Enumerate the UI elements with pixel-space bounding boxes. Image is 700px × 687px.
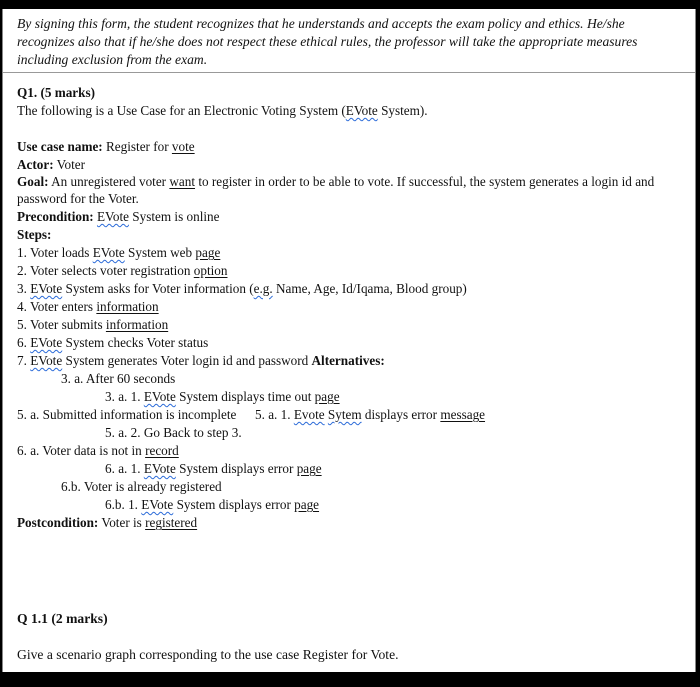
alt-5a1: 5. a. 1. Evote Sytem displays error message <box>255 407 486 422</box>
alt-6a: 6. a. Voter data is not in record <box>17 443 179 458</box>
actor: Actor: Voter <box>17 157 85 172</box>
step-5: 5. Voter submits information <box>17 317 169 332</box>
steps-label: Steps: <box>17 227 52 242</box>
alt-6b: 6.b. Voter is already registered <box>61 479 222 494</box>
step-6: 6. EVote System checks Voter status <box>17 335 209 350</box>
alt-5a: 5. a. Submitted information is incomplete <box>17 407 237 422</box>
document-page <box>2 9 696 672</box>
alt-6b1: 6.b. 1. EVote System displays error page <box>105 497 320 512</box>
step-3: 3. EVote System asks for Voter information (e.g. Name, Age, Id/Iqama, Blood group) <box>17 281 467 296</box>
step-1: 1. Voter loads EVote System web page <box>17 245 221 260</box>
step-7: 7. EVote System generates Voter login id and password Alternatives: <box>17 353 385 368</box>
q1-description: The following is a Use Case for an Electronic Voting System (EVote System). <box>17 103 428 118</box>
alt-3a: 3. a. After 60 seconds <box>61 371 176 386</box>
step-4: 4. Voter enters information <box>17 299 159 314</box>
postcondition: Postcondition: Voter is registered <box>17 515 198 530</box>
alt-5a2: 5. a. 2. Go Back to step 3. <box>105 425 242 440</box>
alt-3a1: 3. a. 1. EVote System displays time out page <box>105 389 340 404</box>
alt-6a1: 6. a. 1. EVote System displays error page <box>105 461 322 476</box>
step-2: 2. Voter selects voter registration option <box>17 263 228 278</box>
use-case-name: Use case name: Register for vote <box>17 139 195 154</box>
goal: Goal: An unregistered voter want to register in order to be able to vote. If successful, the system generates a login id and password for the Voter. <box>17 174 655 206</box>
q1-heading: Q1. (5 marks) <box>17 85 96 100</box>
divider <box>3 72 695 73</box>
ethics-statement: By signing this form, the student recognizes that he understands and accepts the exam policy and ethics. He/she recognizes also that if he/she does not respect these ethical rules, the professor will take the appropriate measures including exclusion from the exam. <box>17 16 638 67</box>
q11-heading: Q 1.1 (2 marks) <box>17 611 108 626</box>
q11-text: Give a scenario graph corresponding to the use case Register for Vote. <box>17 647 399 662</box>
precondition: Precondition: EVote System is online <box>17 209 220 224</box>
